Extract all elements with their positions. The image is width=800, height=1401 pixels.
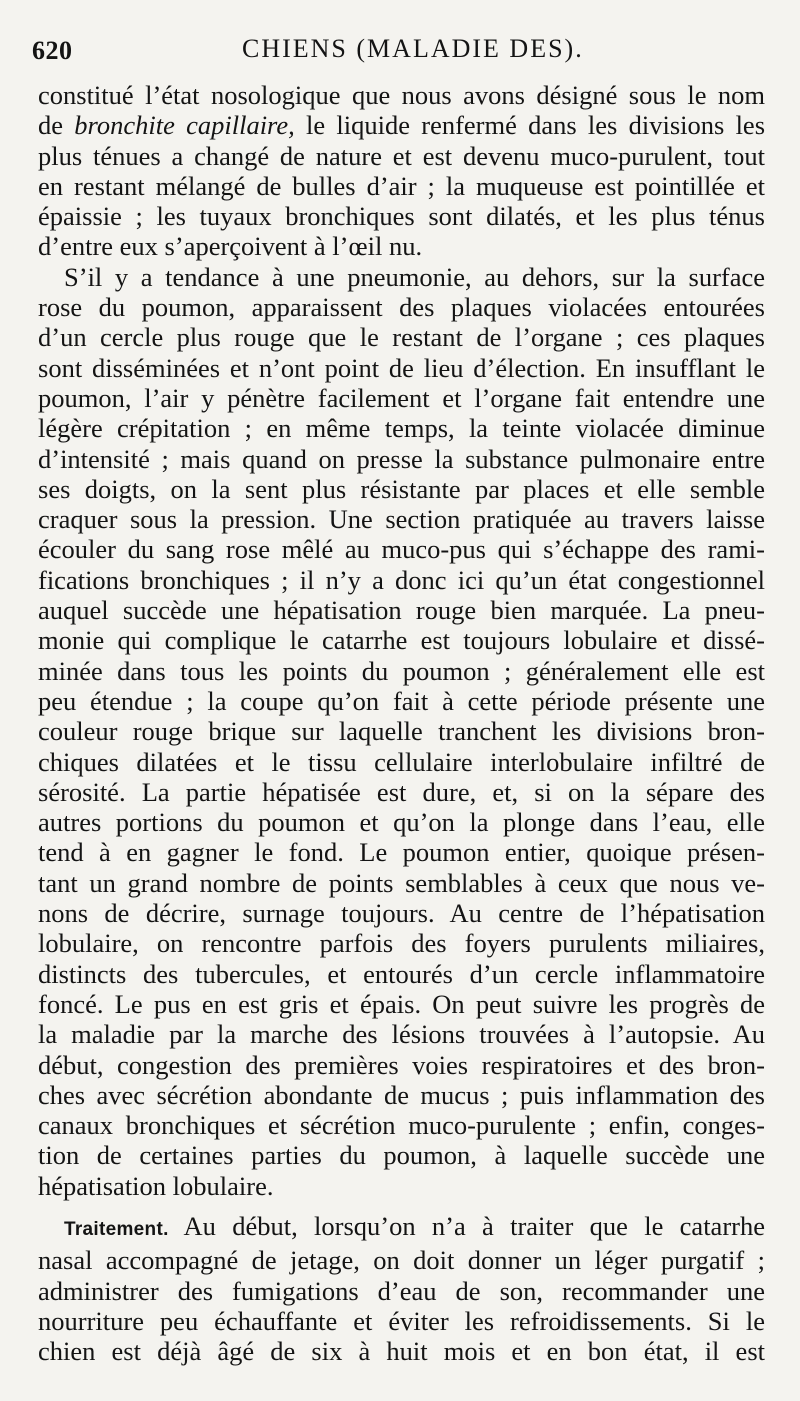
text-line: constitué l’état nosologique que nous avons désigné sous le nom [38,80,765,110]
text-line: distincts des tubercules, et entourés d’un cercle inflammatoire [38,958,765,989]
page-body [38,80,765,1366]
text-line: couleur rouge brique sur laquelle tranchent les divisions bron- [38,716,765,747]
text-line: minée dans tous les points du poumon ; généralement elle est [38,655,765,686]
text-line: nons de décrire, surnage toujours. Au centre de l’hépatisation [38,898,765,929]
text-line: début, congestion des premières voies respiratoires et des bron- [38,1049,765,1080]
running-head: CHIENS (MALADIE DES). [242,34,584,63]
text-line: en restant mélangé de bulles d’air ; la muqueuse est pointillée et [38,170,765,201]
text-line: sont disséminées et n’ont point de lieu d’élection. En insufflant le [38,352,765,383]
text-line: plus ténues a changé de nature et est devenu muco-purulent, tout [38,140,765,171]
text-line: chiques dilatées et le tissu cellulaire interlobulaire infiltré de [38,746,765,777]
text-line: sérosité. La partie hépatisée est dure, et, si on la sépare des [38,776,765,807]
text-line: la maladie par la marche des lésions trouvées à l’autopsie. Au [38,1019,765,1050]
text-line: d’un cercle plus rouge que le restant de l’organe ; ces plaques [38,322,765,353]
text-line: fications bronchiques ; il n’y a donc ici qu’un état congestionnel [38,564,765,595]
text-line: rose du poumon, apparaissent des plaques violacées entourées [38,292,765,323]
traitement-first-line [38,1211,765,1245]
text-line: légère crépitation ; en même temps, la teinte violacée diminue [38,413,765,444]
text-line: chien est déjà âgé de six à huit mois et en bon état, il est [38,1336,765,1367]
text-line: hépatisation lobulaire. [38,1170,274,1201]
paragraph-bronchite [38,80,765,262]
text-line: monie qui complique le catarrhe est toujours lobulaire et dissé- [38,625,765,656]
text-line: canaux bronchiques et sécrétion muco-purulente ; enfin, conges- [38,1110,765,1141]
text-line: S’il y a tendance à une pneumonie, au dehors, sur la surface [64,261,765,292]
text-line: craquer sous la pression. Une section pratiquée au travers laisse [38,504,765,535]
paragraph-pneumonie [38,262,765,1201]
text-line: ches avec sécrétion abondante de mucus ; puis inflammation des [38,1079,765,1110]
text-line: d’intensité ; mais quand on presse la substance pulmonaire entre [38,443,765,474]
traitement-heading: Traitement. [64,1218,169,1240]
text-line: ses doigts, on la sent plus résistante par places et elle semble [38,473,765,504]
paragraph-traitement [38,1211,765,1366]
text-line: administrer des fumigations d’eau de son, recommander une [38,1275,765,1306]
text-line: foncé. Le pus en est gris et épais. On peut suivre les progrès de [38,988,765,1019]
text-line: peu étendue ; la coupe qu’on fait à cette période présente une [38,685,765,716]
text-line: nasal accompagné de jetage, on doit donner un léger purgatif ; [38,1245,765,1276]
text-line: lobulaire, on rencontre parfois des foyers purulents miliaires, [38,928,765,959]
text-line: de bronchite capillaire, le liquide renfermé dans les divisions les [38,110,766,141]
page-number: 620 [32,36,73,65]
page-header [32,30,768,70]
text-line: nourriture peu échauffante et éviter les refroidissements. Si le [38,1305,765,1336]
text-line: écouler du sang rose mêlé au muco-pus qui s’échappe des rami- [38,534,765,565]
text-line: auquel succède une hépatisation rouge bien marquée. La pneu- [38,595,765,626]
text-line: épaissie ; les tuyaux bronchiques sont dilatés, et les plus ténus [38,201,765,232]
text-line: d’entre eux s’aperçoivent à l’œil nu. [38,231,423,262]
traitement-first-line-text: Au début, lorsqu’on n’a à traiter que le catarrhe [183,1210,765,1241]
text-line: autres portions du poumon et qu’on la plonge dans l’eau, elle [38,807,765,838]
text-line: tend à en gagner le fond. Le poumon entier, quoique présen- [38,837,765,868]
text-line: tion de certaines parties du poumon, à laquelle succède une [38,1140,765,1171]
text-line: tant un grand nombre de points semblables à ceux que nous ve- [38,867,765,898]
text-line: poumon, l’air y pénètre facilement et l’organe fait entendre une [38,382,765,413]
